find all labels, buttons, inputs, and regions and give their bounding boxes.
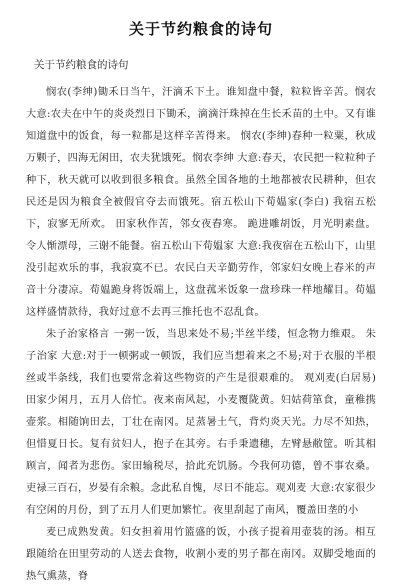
document-title: 关于节约粮食的诗句 — [128, 20, 273, 38]
paragraph-3: 麦已成熟发黄。妇女担着用竹篮盛的饭，小孩子提着用壶装的汤。相互跟随给在田里劳动的人送去食物，收割小麦的男子都在南冈。双脚受地面的热气熏蒸，脊 — [26, 527, 376, 582]
section-heading: 关于节约粮食的诗句 — [34, 59, 129, 71]
paragraph-1: 悯农(李绅)锄禾日当午，汗滴禾下土。谁知盘中餐，粒粒皆辛苦。悯农 大意:农夫在中午的炎炎烈日下锄禾，滴滴汗珠掉在生长禾苗的土中。又有谁知道盘中的饭食，每一粒都是这样辛苦得来。 悯农(李绅)春种一粒粟，秋成万颗子，四海无闲田，农夫犹饿死。悯农李绅 大意:春天，农民把一粒粒种子种下，秋天就可以收到很多粮食。虽然全国各地的土地都被农民耕种，但农民还是因为粮食全被假官夺去而饿死。宿五松山下荀媪家(李白) 我宿五松下，寂寥无所欢。 田家秋作苦，邻女夜舂寒。 跪进雕胡饭，月光明素盘。 令人惭漂母，三谢不能餐。宿五松山下荀媪家 大意:我夜宿在五松山下，山里没引起欢乐的事，我寂寞不已。农民白天辛勤劳作，邻家妇女晚上春米的声音十分凄凉。荀媪跪身将饭端上，这盘菰米饭象一盘珍珠一样地耀目。荀媪这样盛情款待，我好过意不去再三推托也不忍乱食。 — [26, 87, 376, 318]
paragraph-2: 朱子治家格言 一粥一饭，当思来处不易;半丝半缕，恒念物力维艰。 朱子治家 大意:对于一顿粥或一顿饭，我们应当想着来之不易;对于衣服的半根丝或半条线，我们也要常念着这些物资的产生是很艰难的。 观刈麦(白居易)田家少闲月，五月人倍忙。夜来南风起，小麦覆陇黄。妇姑荷箪食，童稚携壶浆。相随饷田去，丁壮在南冈。足蒸暑土气，背灼炎天光。力尽不知热，但惜夏日长。复有贫妇人，抱子在其旁。右手秉遗穗，左臂悬敝筐。听其相顾言，闻者为悲伤。家田输税尽，拾此充饥肠。今我何功德，曾不事农桑。吏禄三百石，岁晏有余粮。念此私自愧，尽日不能忘。观刈麦 大意:农家很少有空闲的月份，到了五月人们更加繁忙。夜里刮起了南风，覆盖田垄的小 — [26, 329, 376, 516]
